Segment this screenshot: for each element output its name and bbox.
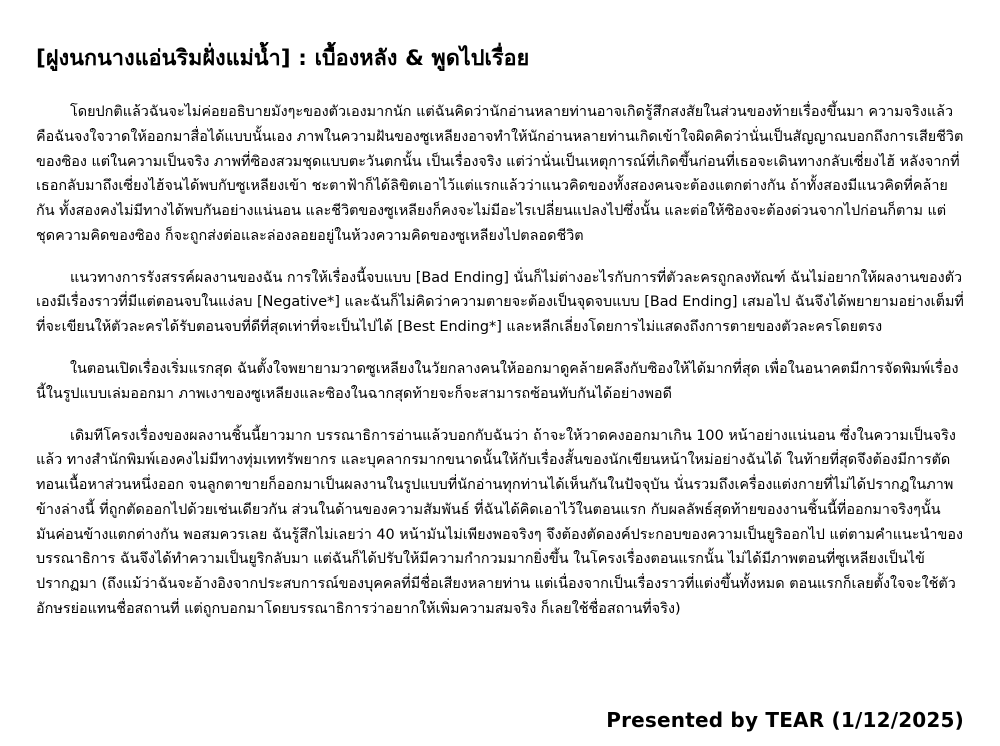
paragraph: เดิมทีโครงเรื่องของผลงานชิ้นนี้ยาวมาก บรรณาธิการอ่านแล้วบอกกับฉันว่า ถ้าจะให้วาดคงออกมาเกิน 100 หน้าอย่างแน่นอน ซึ่งในความเป็นจริงแล้ว ทางสำนักพิมพ์เองคงไม่มีทางทุ่มเททรัพยากร และบุคลากรมากขนาดนั้นให้กับเรื่องสั้นของนักเขียนหน้าใหม่อย่างฉันได้ ในท้ายที่สุดจึงต้องมีการตัดทอนเนื้อหาส่วนหนึ่งออก จนลูกตาขายก็ออกมาเป็นผลงานในรูปแบบที่นักอ่านทุกท่านได้เห็นกันในปัจจุบัน นั่นรวมถึงเครื่องแต่งกายที่ไม่ได้ปรากฎในภาพข้างล่างนี้ ที่ถูกตัดออกไปด้วยเช่นเดียวกัน ส่วนในด้านของความสัมพันธ์ ที่ฉันได้คิดเอาไว้ในตอนแรก กับผลลัพธ์สุดท้ายของงานชิ้นนี้ที่ออกมาจริงๆนั้น มันค่อนข้างแตกต่างกัน พอสมควรเลย ฉันรู้สึกไม่เลยว่า 40 หน้ามันไม่เพียงพอจริงๆ จึงต้องตัดองค์ประกอบของความเป็นยูริออกไป แต่ตามคำแนะนำของบรรณาธิการ ฉันจึงได้ทำความเป็นยูริกลับมา แต่ฉันก็ได้ปรับให้มีความกำกวมมากยิ่งขึ้น ในโครงเรื่องตอนแรกนั้น ไม่ได้มีภาพตอนที่ซูเหลียงเป็นไข้ปรากฏมา (ถึงแม้ว่าฉันจะอ้างอิงจากประสบการณ์ของบุคคลที่มีชื่อเสียงหลายท่าน แต่เนื่องจากเป็นเรื่องราวที่แต่งขึ้นทั้งหมด ตอนแรกก็เลยตั้งใจจะใช้ตัวอักษรย่อแทนชื่อสถานที่ แต่ถูกบอกมาโดยบรรณาธิการว่าอยากให้เพิ่มความสมจริง ก็เลยใช้ชื่อสถานที่จริง) xyxy=(36,427,964,617)
footer-credit: Presented by TEAR (1/12/2025) xyxy=(606,708,964,732)
paragraph: โดยปกติแล้วฉันจะไม่ค่อยอธิบายมังๆะของตัวเองมากนัก แต่ฉันคิดว่านักอ่านหลายท่านอาจเกิดรู้สึกสงสัยในส่วนของท้ายเรื่องขึ้นมา ความจริงแล้วคือฉันจงใจวาดให้ออกมาสื่อได้แบบนั้นเอง ภาพในความฝันของซูเหลียงอาจทำให้นักอ่านหลายท่านเกิดเข้าใจผิดคิดว่านั่นเป็นสัญญาณบอกถึงการเสียชีวิตของซิอง แต่ในความเป็นจริง ภาพที่ซิองสวมชุดแบบตะวันตกนั้น เป็นเรื่องจริง แต่ว่านั่นเป็นเหตุการณ์ที่เกิดขึ้นก่อนที่เธอจะเดินทางกลับเซี่ยงไฮ้ หลังจากที่เธอกลับมาถึงเซี่ยงไฮ้จนได้พบกับซูเหลียงเข้า ชะตาฟ้าก็ได้ลิขิตเอาไว้แต่แรกแล้วว่าแนวคิดของทั้งสองคนจะต้องแตกต่างกัน ถ้าทั้งสองมีแนวคิดที่คล้ายกัน ทั้งสองคงไม่มีทางได้พบกันอย่างแน่นอน และชีวิตของซูเหลียงก็คงจะไม่มีอะไรเปลี่ยนแปลงไปซึ่งนั้น และต่อให้ซิองจะต้องด่วนจากไปก่อนก็ตาม แต่ชุดความคิดของซิอง ก็จะถูกส่งต่อและล่องลอยอยู่ในห้วงความคิดของซูเหลียงไปตลอดชีวิต xyxy=(36,104,964,244)
paragraph: แนวทางการรังสรรค์ผลงานของฉัน การให้เรื่องนี้จบแบบ [Bad Ending] นั่นก็ไม่ต่างอะไรกับการที่ตัวละครถูกลงทัณฑ์ ฉันไม่อยากให้ผลงานของตัวเองมีเรื่องราวที่มีแต่ตอนจบในแง่ลบ [Negative*] และฉันก็ไม่คิดว่าความตายจะต้องเป็นจุดจบแบบ [Bad Ending] เสมอไป ฉันจึงได้พยายามอย่างเต็มที่ที่จะเขียนให้ตัวละครได้รับตอนจบที่ดีที่สุดเท่าที่จะเป็นไปได้ [Best Ending*] และหลีกเลี่ยงโดยการไม่แสดงถึงการตายของตัวละครโดยตรง xyxy=(36,269,964,336)
document-body xyxy=(36,100,964,622)
page-title: [ฝูงนกนางแอ่นริมฝั่งแม่น้ำ] : เบื้องหลัง & พูดไปเรื่อย xyxy=(36,46,530,71)
paragraph: ในตอนเปิดเรื่องเริ่มแรกสุด ฉันตั้งใจพยายามวาดซูเหลียงในวัยกลางคนให้ออกมาดูคล้ายคลึงกับซิองให้ได้มากที่สุด เพื่อในอนาคตมีการจัดพิมพ์เรื่องนี้ในรูปแบบเล่มออกมา ภาพเงาของซูเหลียงและซิองในฉากสุดท้ายจะก็จะสามารถซ้อนทับกันได้อย่างพอดี xyxy=(36,360,959,402)
